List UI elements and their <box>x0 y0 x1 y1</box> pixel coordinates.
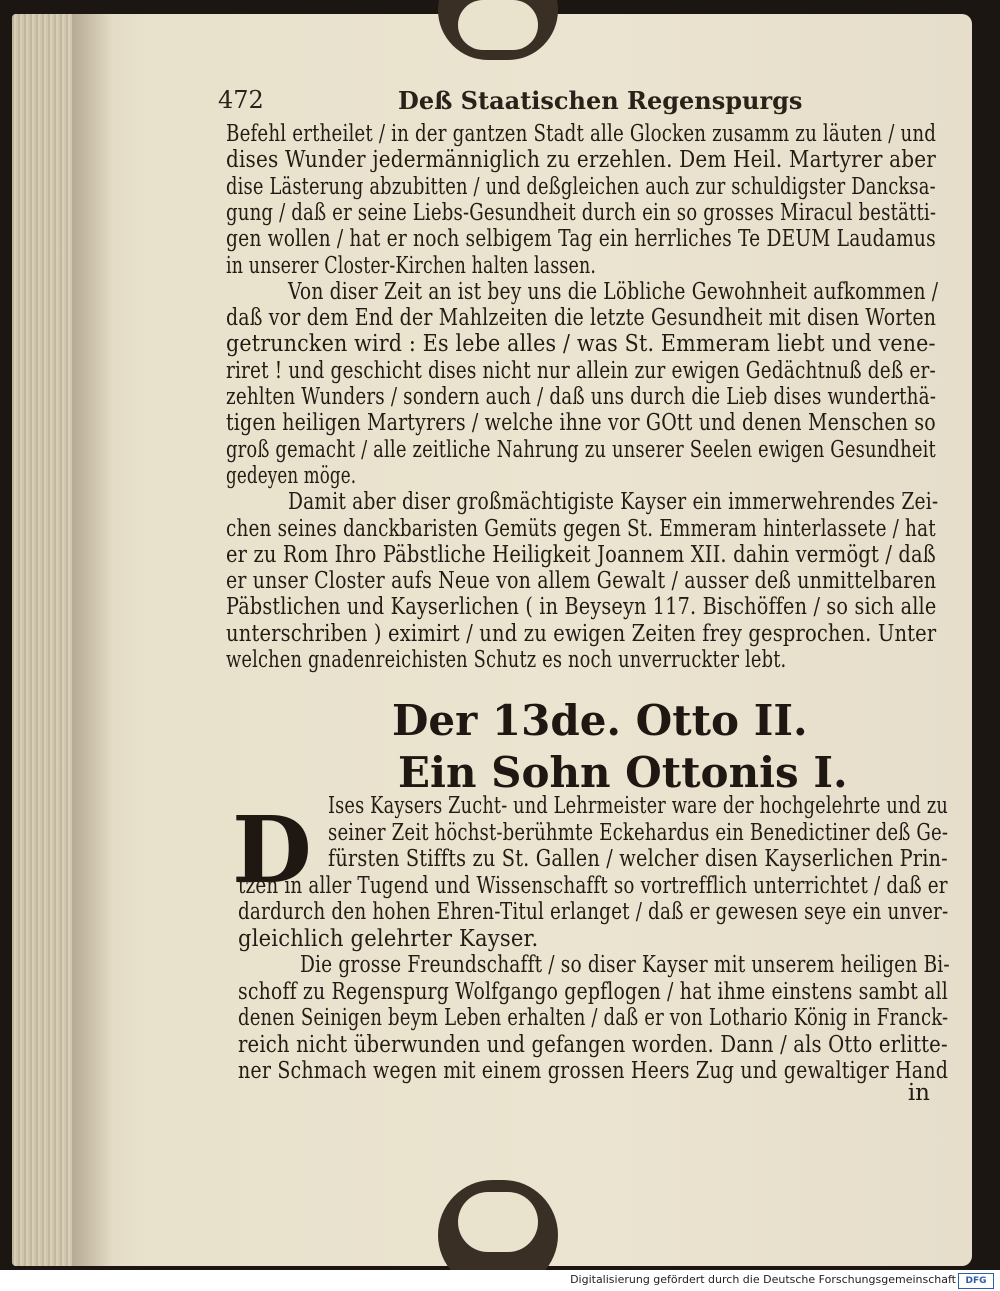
text-line: zehlten Wunders / sondern auch / daß uns durch die Lieb dises wunderthä- <box>226 384 937 410</box>
text-line: tzen in aller Tugend und Wissenschafft so vortrefflich unterrichtet / daß er <box>238 872 948 899</box>
chapter-heading-2: Ein Sohn Ottonis I. <box>398 748 848 797</box>
text-line: welchen gnadenreichisten Schutz es noch unverruckter lebt. <box>226 647 787 673</box>
text-line: schoff zu Regenspurg Wolfgango gepflogen / hat ihme einstens sambt all <box>238 978 948 1005</box>
text-line: tigen heiligen Martyrers / welche ihne vor GOtt und denen Menschen so <box>226 410 936 437</box>
text-line: getruncken wird : Es lebe alles / was St. Emmeram liebt und vene- <box>226 331 936 358</box>
page-edge-stack <box>12 14 72 1266</box>
text-line: dises Wunder jedermänniglich zu erzehlen. Dem Heil. Martyrer aber <box>226 147 937 174</box>
catchword: in <box>907 1080 930 1106</box>
text-line: fürsten Stiffts zu St. Gallen / welcher disen Kayserlichen Prin- <box>328 846 948 872</box>
text-line: gedeyen möge. <box>226 462 357 489</box>
text-line: er unser Closter aufs Neue von allem Gewalt / ausser deß unmittelbaren <box>226 568 937 595</box>
text-line: groß gemacht / alle zeitliche Nahrung zu unserer Seelen ewigen Gesundheit <box>226 436 936 463</box>
text-line: Die grosse Freundschafft / so diser Kayser mit unserem heiligen Bi- <box>300 952 950 978</box>
text-line: Päbstlichen und Kayserlichen ( in Beyseyn 117. Bischöffen / so sich alle <box>226 594 937 621</box>
text-line: denen Seinigen beym Leben erhalten / daß er von Lothario König in Franck- <box>238 1005 949 1031</box>
gutter-shadow <box>72 14 112 1266</box>
text-line: daß vor dem End der Mahlzeiten die letzte Gesundheit mit disen Worten <box>226 305 937 332</box>
text-line: dardurch den hohen Ehren-Titul erlanget / daß er gewesen seye ein unver- <box>238 899 949 925</box>
text-line: Befehl ertheilet / in der gantzen Stadt alle Glocken zusamm zu läuten / und <box>226 121 937 147</box>
text-line: Damit aber diser großmächtigiste Kayser ein immerwehrendes Zei- <box>288 489 939 516</box>
text-line: er zu Rom Ihro Päbstliche Heiligkeit Joannem XII. dahin vermögt / daß <box>226 541 936 568</box>
footer-bar <box>0 1270 1000 1291</box>
text-line: riret ! und geschicht dises nicht nur allein zur ewigen Gedächtnuß deß er- <box>226 357 936 384</box>
running-head: Deß Staatischen Regenspurgs <box>398 86 803 115</box>
text-line: ner Schmach wegen mit einem grossen Heers Zug und gewaltiger Hand <box>238 1058 949 1084</box>
text-line: dise Lästerung abzubitten / und deßgleichen auch zur schuldigster Dancksa- <box>226 173 936 200</box>
text-line: chen seines danckbaristen Gemüts gegen St. Emmeram hinterlassete / hat <box>226 515 936 542</box>
text-line: unterschriben ) eximirt / und zu ewigen Zeiten frey gesprochen. Unter <box>226 620 937 647</box>
text-line: reich nicht überwunden und gefangen worden. Dann / als Otto erlitte- <box>238 1031 948 1058</box>
dfg-logo: DFG <box>958 1273 994 1289</box>
footer-credit: Digitalisierung gefördert durch die Deutsche Forschungsgemeinschaft <box>570 1273 956 1286</box>
text-line: gen wollen / hat er noch selbigem Tag ein herrliches Te DEUM Laudamus <box>226 226 936 253</box>
text-line: gung / daß er seine Liebs-Gesundheit durch ein so grosses Miracul bestätti- <box>226 199 937 226</box>
text-line: gleichlich gelehrter Kayser. <box>238 925 539 952</box>
text-line: Von diser Zeit an ist bey uns die Löbliche Gewohnheit aufkommen / <box>288 278 939 305</box>
text-line: in unserer Closter-Kirchen halten lassen. <box>226 252 597 279</box>
drop-cap: D <box>232 796 312 904</box>
page-number: 472 <box>218 86 264 114</box>
chapter-heading-1: Der 13de. Otto II. <box>392 696 808 745</box>
text-line: seiner Zeit höchst-berühmte Eckehardus ein Benedictiner deß Ge- <box>328 819 949 846</box>
text-line: Ises Kaysers Zucht- und Lehrmeister ware der hochgelehrte und zu <box>328 793 948 819</box>
